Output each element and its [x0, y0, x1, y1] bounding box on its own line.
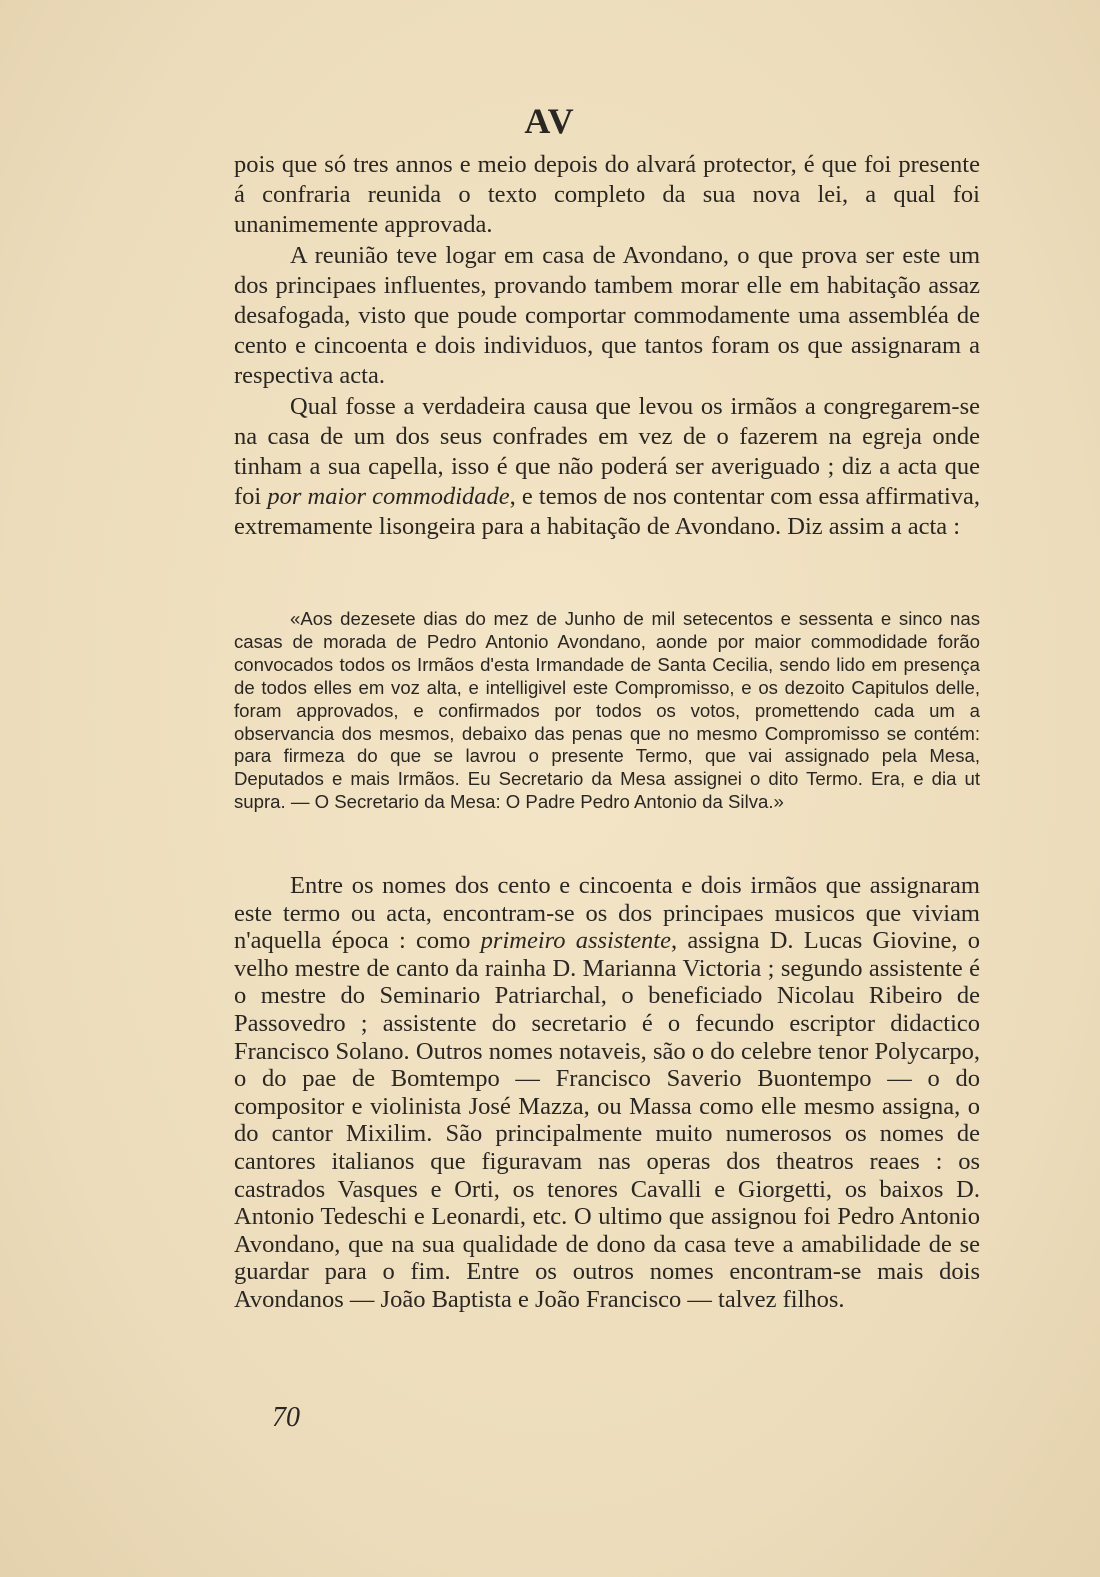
paragraph-4	[234, 872, 980, 1314]
paragraph-4-italic: primeiro assistente	[480, 927, 671, 955]
signature-mark: 70	[272, 1402, 300, 1433]
running-head: AV	[524, 101, 576, 141]
paragraph-3-text-b: , e temos de nos contentar com essa affirmativa, extremamente lisongeira para a habitação de Avondano. Diz assim a acta :	[234, 483, 981, 541]
quote-text: «Aos dezesete dias do mez de Junho de mil setecentos e sessenta e sinco nas casas de morada de Pedro Antonio Avondano, aonde por maior commodidade forão convocados todos os Irmãos d'esta Irmandade de Santa Cecilia, sendo lido em presença de todos elles em voz alta, e intelligivel este Compromisso, e os dezoito Capitulos delle, foram approvados, e confirmados por todos os votos, promettendo cada um a observancia dos mesmos, debaixo das penas que no mesmo Compromisso se contém: para firmeza do que se lavrou o presente Termo, que vai assignado pela Mesa, Deputados e mais Irmãos. Eu Secretario da Mesa assignei o dito Termo. Era, e dia ut supra. — O Secretario da Mesa: O Padre Pedro Antonio da Silva.»	[234, 608, 980, 813]
paragraph-4-text-b: , assigna D. Lucas Giovine, o velho mestre de canto da rainha D. Marianna Victoria ; segundo assistente é o mestre do Seminario Patriarchal, o beneficiado Nicolau Ribeiro de Passovedro ; assistente do secretario é o fecundo escriptor didactico Francisco Solano. Outros nomes notaveis, são o do celebre tenor Polycarpo, o do pae de Bomtempo — Francisco Saverio Buontempo — o do compositor e violinista José Mazza, ou Massa como elle mesmo assigna, o do cantor Mixilim. São principalmente muito numerosos os nomes de cantores italianos que figuravam nas operas dos theatros reaes : os castrados Vasques e Orti, os tenores Cavalli e Giorgetti, os baixos D. Antonio Tedeschi e Leonardi, etc. O ultimo que assignou foi Pedro Antonio Avondano, que na sua qualidade de dono da casa teve a amabilidade de se guardar para o fim. Entre os outros nomes encontram-se mais dois Avondanos — João Baptista e João Francisco — talvez filhos.	[234, 927, 980, 1313]
paragraph-3	[234, 392, 980, 543]
paragraph-4-text-a: Entre os nomes dos cento e cincoenta e dois irmãos que assignaram este termo ou acta, encontram-se os dos principaes musicos que viviam n'aquella época : como	[234, 872, 980, 955]
main-text-top	[234, 150, 980, 543]
paragraph-1: pois que só tres annos e meio depois do alvará protector, é que foi presente á confraria reunida o texto completo da sua nova lei, a qual foi unanimemente approvada.	[234, 151, 980, 239]
quoted-act	[234, 608, 980, 814]
paragraph-3-text-a: Qual fosse a verdadeira causa que levou os irmãos a congregarem-se na casa de um dos seus confrades em vez de o fazerem na egreja onde tinham a sua capella, isso é que não poderá ser averiguado ; diz a acta que foi	[234, 392, 980, 511]
paragraph-2: A reunião teve logar em casa de Avondano, o que prova ser este um dos principaes influentes, provando tambem morar elle em habitação assaz desafogada, visto que poude comportar commodamente uma assembléa de cento e cincoenta e dois individuos, que tantos foram os que assignaram a respectiva acta.	[234, 241, 980, 390]
main-text-bottom	[234, 872, 980, 1314]
paragraph-3-italic: por maior commodidade	[267, 483, 510, 511]
